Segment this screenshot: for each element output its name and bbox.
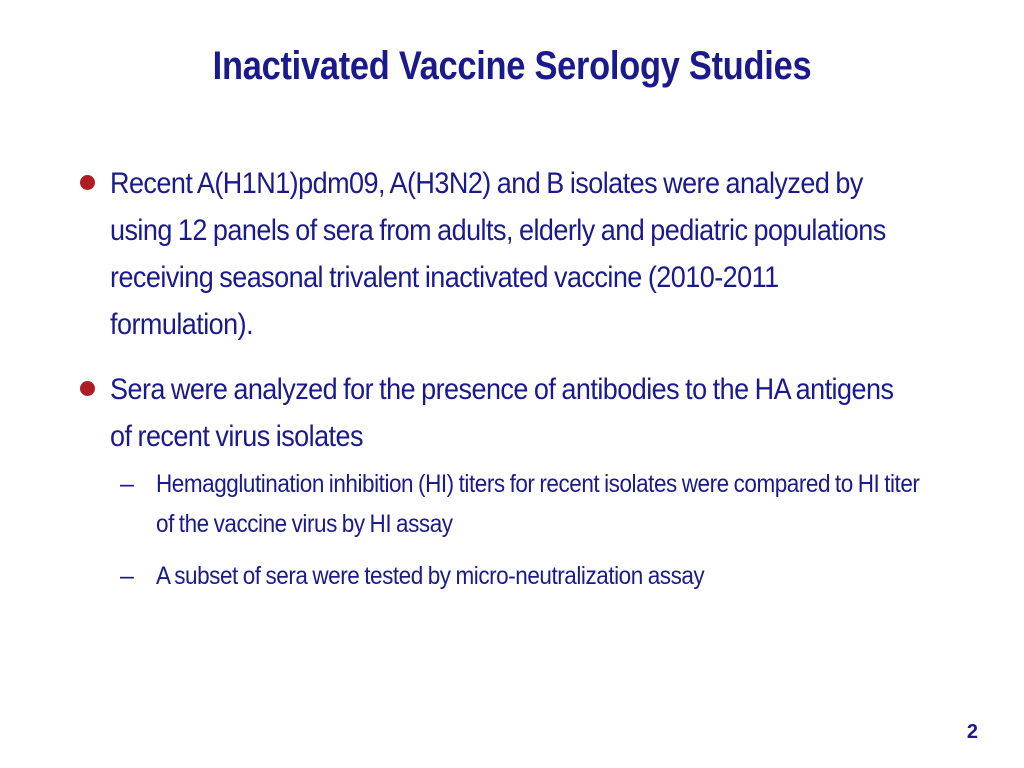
bullet-item bbox=[68, 160, 948, 348]
bullet-dot-icon bbox=[80, 381, 95, 396]
sub-bullet-text: A subset of sera were tested by micro-neutralization assay bbox=[156, 562, 705, 590]
sub-bullet-item bbox=[110, 464, 948, 544]
slide-title: Inactivated Vaccine Serology Studies bbox=[212, 44, 812, 88]
bullet-dot-icon bbox=[80, 175, 95, 190]
bullet-text: Sera were analyzed for the presence of antibodies to the HA antigens of recent virus isolates bbox=[110, 373, 894, 453]
page-number: 2 bbox=[966, 721, 978, 743]
dash-marker: – bbox=[120, 562, 134, 590]
sub-bullet-list bbox=[110, 464, 948, 596]
sub-bullet-text: Hemagglutination inhibition (HI) titers for recent isolates were compared to HI titer of the vaccine virus by HI assay bbox=[156, 470, 920, 538]
dash-marker: – bbox=[120, 470, 134, 498]
sub-bullet-item bbox=[110, 556, 948, 596]
bullet-text: Recent A(H1N1)pdm09, A(H3N2) and B isolates were analyzed by using 12 panels of sera from adults, elderly and pediatric populations receiving seasonal trivalent inactivated vaccine (2010-2011 formulation). bbox=[110, 167, 886, 341]
bullet-item bbox=[68, 366, 948, 596]
bullet-list bbox=[68, 160, 948, 614]
